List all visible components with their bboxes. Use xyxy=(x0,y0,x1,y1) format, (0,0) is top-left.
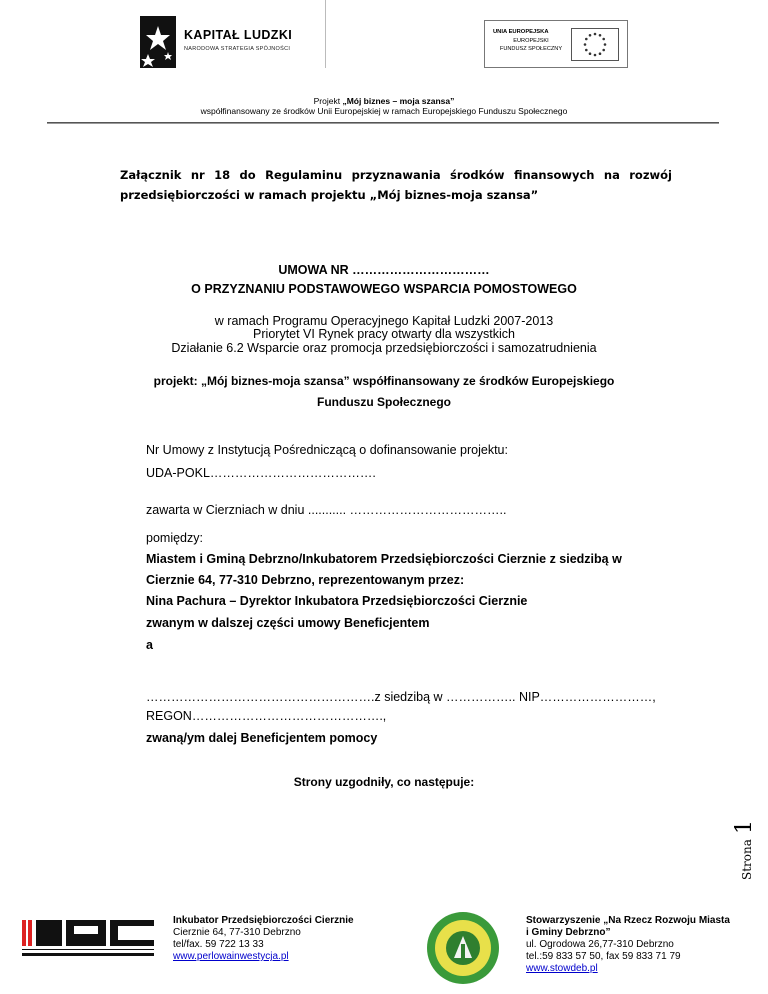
kapital-ludzki-emblem xyxy=(140,16,176,68)
program-line: w ramach Programu Operacyjnego Kapitał Ludzki 2007-2013 xyxy=(214,314,554,328)
inkubator-phone: tel/fax. 59 722 13 33 xyxy=(173,939,264,950)
header-rule xyxy=(47,122,719,124)
project-line2: Funduszu Społecznego xyxy=(317,395,451,409)
page-number-marker xyxy=(732,820,768,880)
eu-logo xyxy=(484,20,628,68)
association-emblem-icon xyxy=(420,910,506,986)
uda-number-line: UDA-POKL…………………………………. xyxy=(146,466,376,480)
aid-beneficiary-clause: zwaną/ym dalej Beneficjentem pomocy xyxy=(146,731,378,745)
eu-logo-line3: FUNDUSZ SPOŁECZNY xyxy=(499,46,563,52)
association-phone: tel.:59 833 57 50, fax 59 833 71 79 xyxy=(526,951,681,962)
cofinanced-line: współfinansowany ze środków Unii Europejskiej w ramach Europejskiego Funduszu Społecznego xyxy=(200,106,568,116)
page-number: 1 xyxy=(732,820,757,835)
association-website-link[interactable]: www.stowdeb.pl xyxy=(526,963,598,974)
parties-agreed: Strony uzgodniły, co następuje: xyxy=(293,775,475,789)
inkubator-name: Inkubator Przedsiębiorczości Cierznie xyxy=(173,915,354,926)
attachment-heading-line1: Załącznik nr 18 do Regulaminu przyznawania środków finansowych na rozwój xyxy=(120,168,672,182)
contract-subtitle: O PRZYZNANIU PODSTAWOWEGO WSPARCIA POMOSTOWEGO xyxy=(191,282,577,296)
association-name-line2: i Gminy Debrzno” xyxy=(526,927,611,938)
between-label: pomiędzy: xyxy=(146,531,203,545)
project-header-line xyxy=(0,96,768,106)
star-icon xyxy=(140,16,176,68)
inkubator-website-link[interactable]: www.perlowainwestycja.pl xyxy=(173,951,289,962)
inkubator-address: Cierznie 64, 77-310 Debrzno xyxy=(173,927,301,938)
contract-title: UMOWA NR …………………………… xyxy=(278,263,490,277)
party1-line2: Cierznie 64, 77-310 Debrzno, reprezentowanym przez: xyxy=(146,573,465,587)
representative: Nina Pachura – Dyrektor Inkubatora Przedsiębiorczości Cierznie xyxy=(146,594,528,608)
and-conjunction: a xyxy=(146,638,153,652)
eu-logo-line2: EUROPEJSKI xyxy=(513,38,549,44)
attachment-heading-line2: przedsiębiorczości w ramach projektu „Mój biznes-moja szansa” xyxy=(120,188,539,202)
nr-umowy-label: Nr Umowy z Instytucją Pośredniczącą o dofinansowanie projektu: xyxy=(146,443,508,457)
kapital-ludzki-subtitle: NARODOWA STRATEGIA SPÓJNOŚCI xyxy=(184,46,291,52)
association-emblem xyxy=(420,910,506,986)
party2-line1: ……………………………………………….z siedzibą w …………….. NIP………………………, xyxy=(146,690,656,704)
measure-line: Działanie 6.2 Wsparcie oraz promocja przedsiębiorczości i samozatrudnienia xyxy=(171,341,597,355)
project-line1: projekt: „Mój biznes-moja szansa” współfinansowany ze środków Europejskiego xyxy=(153,374,615,388)
eu-flag-icon xyxy=(571,28,619,61)
project-name: „Mój biznes – moja szansa” xyxy=(342,96,455,106)
eu-logo-line1: UNIA EUROPEJSKA xyxy=(493,29,549,35)
party1-line1: Miastem i Gminą Debrzno/Inkubatorem Przedsiębiorczości Cierznie z siedzibą w xyxy=(146,552,622,566)
party2-line2: REGON………………………………………., xyxy=(146,709,387,723)
page-label: Strona xyxy=(740,839,754,880)
association-name-line1: Stowarzyszenie „Na Rzecz Rozwoju Miasta xyxy=(526,915,730,926)
project-prefix: Projekt xyxy=(313,96,343,106)
signed-place-date: zawarta w Cierzniach w dniu ........... ……………………………….. xyxy=(146,503,507,517)
header-divider xyxy=(325,0,326,68)
priority-line: Priorytet VI Rynek pracy otwarty dla wszystkich xyxy=(253,327,515,341)
ipc-logo-icon xyxy=(22,920,154,958)
kapital-ludzki-logo xyxy=(140,14,330,72)
kapital-ludzki-title: KAPITAŁ LUDZKI xyxy=(184,28,293,42)
association-contact xyxy=(526,915,730,975)
inkubator-contact xyxy=(173,915,354,963)
beneficiary-clause: zwanym w dalszej części umowy Beneficjentem xyxy=(146,616,430,630)
association-address: ul. Ogrodowa 26,77-310 Debrzno xyxy=(526,939,674,950)
ipc-logo xyxy=(22,920,154,958)
